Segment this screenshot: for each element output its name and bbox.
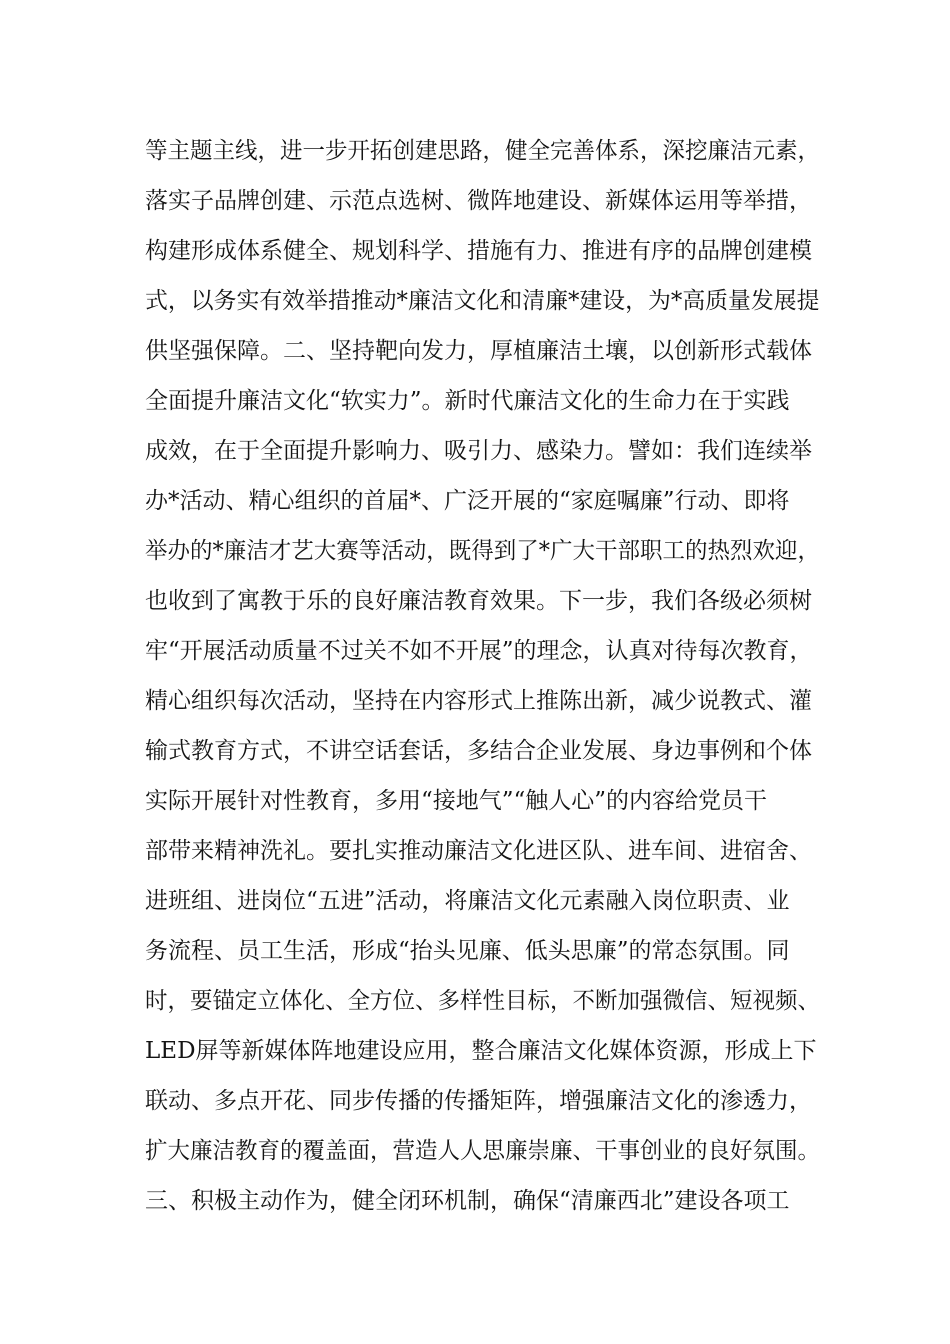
text-line: 时，要锚定立体化、全方位、多样性目标，不断加强微信、短视频、 [145,988,820,1014]
text-line: 务流程、员工生活，形成“抬头见廉、低头思廉”的常态氛围。同 [145,938,790,964]
text-line: 构建形成体系健全、规划科学、措施有力、推进有序的品牌创建模 [145,238,812,264]
text-line: 扩大廉洁教育的覆盖面，营造人人思廉崇廉、干事创业的良好氛围。 [145,1138,820,1164]
text-line: 进班组、进岗位“五进”活动，将廉洁文化元素融入岗位职责、业 [145,888,790,914]
text-line: 实际开展针对性教育，多用“接地气”“触人心”的内容给党员干 [145,788,768,814]
text-line: 输式教育方式，不讲空话套话，多结合企业发展、身边事例和个体 [145,738,812,764]
text-line: 等主题主线，进一步开拓创建思路，健全完善体系，深挖廉洁元素， [145,138,820,164]
text-line: 全面提升廉洁文化“软实力”。新时代廉洁文化的生命力在于实践 [145,388,790,414]
text-line: 也收到了寓教于乐的良好廉洁教育效果。下一步，我们各级必须树 [145,588,812,614]
text-line: 办*活动、精心组织的首届*、广泛开展的“家庭嘱廉”行动、即将 [145,488,790,514]
text-line: 三、积极主动作为，健全闭环机制，确保“清廉西北”建设各项工 [145,1188,790,1214]
text-line: 落实子品牌创建、示范点选树、微阵地建设、新媒体运用等举措， [145,188,812,214]
text-line: 牢“开展活动质量不过关不如不开展”的理念，认真对待每次教育， [145,638,813,664]
text-line: 部带来精神洗礼。要扎实推动廉洁文化进区队、进车间、进宿舍、 [145,838,812,864]
text-line: 式，以务实有效举措推动*廉洁文化和清廉*建设，为*高质量发展提 [145,288,820,314]
text-line: 成效，在于全面提升影响力、吸引力、感染力。譬如：我们连续举 [145,438,812,464]
text-line: 联动、多点开花、同步传播的传播矩阵，增强廉洁文化的渗透力， [145,1088,812,1114]
text-line: 举办的*廉洁才艺大赛等活动，既得到了*广大干部职工的热烈欢迎， [145,538,820,564]
text-line: 供坚强保障。二、坚持靶向发力，厚植廉洁土壤，以创新形式载体 [145,338,812,364]
text-line: LED屏等新媒体阵地建设应用，整合廉洁文化媒体资源，形成上下 [145,1038,817,1064]
text-line: 精心组织每次活动，坚持在内容形式上推陈出新，减少说教式、灌 [145,688,812,714]
